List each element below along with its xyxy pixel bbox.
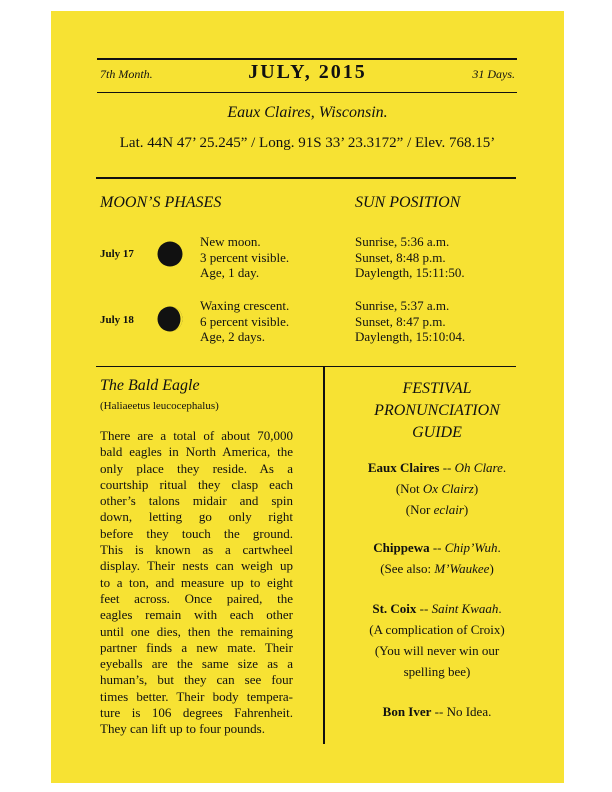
guide-term-line [345, 702, 529, 722]
month-days: 31 Days. [472, 67, 515, 81]
eagle-body-line: bald eagles in North America, the [100, 444, 293, 460]
guide-term: Bon Iver [382, 704, 432, 719]
guide-separator: -- [439, 460, 455, 475]
sun-entry-1-line: Sunrise, 5:36 a.m. [355, 234, 450, 249]
eagle-body-line: They can lift up to four pounds. [100, 721, 265, 737]
sun-entry-1-line: Sunset, 8:48 p.m. [355, 249, 446, 265]
guide-note [345, 478, 529, 499]
eagle-body-line: to a ton, and measure up to eight [100, 574, 293, 590]
eagle-body-line: only place they reside. As a [100, 460, 293, 476]
guide-term: St. Coix [372, 601, 417, 616]
guide-tail: . [498, 601, 502, 616]
guide-term-line [345, 458, 529, 478]
eagle-body-line: down, letting go only right [100, 509, 293, 525]
moon-date-1: July 17 [100, 248, 134, 260]
page-title: JULY, 2015 [248, 61, 367, 83]
guide-note-text: ) [489, 561, 494, 576]
eagle-body-line: times better. Their body tempera- [100, 688, 293, 704]
almanac-page [51, 11, 564, 783]
coordinates: Lat. 44N 47’ 25.245” / Long. 91S 33’ 23.3172” / Elev. 768.15’ [119, 135, 496, 151]
guide-note-emphasis: M’Waukee [434, 561, 490, 576]
moon-phase-2 [200, 298, 289, 345]
guide-note-text: (A complication of Croix) [369, 622, 505, 637]
sun-position-title: SUN POSITION [355, 194, 461, 211]
eagle-title: The Bald Eagle [100, 377, 200, 394]
guide-note-emphasis: eclair [433, 502, 464, 517]
moon-phase-2-line: Age, 2 days. [200, 329, 265, 344]
guide-entry [345, 702, 529, 722]
guide-note-text: (See also: [380, 561, 435, 576]
section-rule-2 [96, 366, 516, 367]
month-number: 7th Month. [100, 67, 153, 81]
place-name: Eaux Claires, Wisconsin. [227, 104, 388, 121]
guide-entry [345, 538, 529, 579]
moon-phase-2-line: 6 percent visible. [200, 313, 290, 329]
guide-tail: . [497, 540, 501, 555]
guide-note-text: spelling bee) [403, 664, 471, 679]
eagle-subtitle: (Haliaeetus leucocephalus) [100, 400, 219, 412]
eagle-body-line: eyeballs are the same size as a [100, 656, 293, 672]
waxing-crescent-icon [157, 306, 183, 332]
eagle-body-line: There are a total of about 70,000 [100, 428, 293, 443]
guide-note [345, 640, 529, 661]
guide-note [345, 661, 529, 682]
guide-note [345, 558, 529, 579]
guide-term: Eaux Claires [367, 460, 440, 475]
guide-title-line: FESTIVAL [402, 380, 472, 397]
guide-note-text: ) [463, 502, 469, 517]
sun-entry-2-line: Daylength, 15:10:04. [355, 329, 466, 344]
eagle-body-line: other’s talons midair and spin [100, 493, 293, 509]
guide-term-line [345, 538, 529, 558]
guide-pronunciation: Oh Clare [454, 460, 503, 475]
eagle-body-line: feet across. Once paired, the [100, 590, 293, 606]
eagle-body-line: This is known as a cartwheel [100, 542, 293, 558]
moon-phases-title: MOON’S PHASES [100, 194, 222, 211]
guide-separator: -- [416, 601, 432, 616]
moon-phase-1-line: 3 percent visible. [200, 249, 290, 265]
moon-phase-1 [200, 234, 289, 281]
guide-separator: -- [431, 704, 447, 719]
guide-term: Chippewa [373, 540, 430, 555]
column-divider [323, 366, 325, 744]
guide-term-line [345, 599, 529, 619]
eagle-body [100, 428, 293, 738]
eagle-body-line: partner finds a new mate. Their [100, 639, 293, 655]
eagle-body-line: before they touch the ground. [100, 525, 293, 541]
sun-entry-1 [355, 234, 465, 281]
guide-title-line: GUIDE [412, 424, 462, 441]
guide-pronunciation: Chip’Wuh [444, 540, 498, 555]
guide-separator: -- [429, 540, 445, 555]
guide-entries [345, 458, 529, 722]
new-moon-icon [157, 241, 183, 267]
eagle-body-line: display. Their nests can weigh up [100, 558, 293, 574]
sun-entry-1-line: Daylength, 15:11:50. [355, 265, 465, 280]
guide-entry [345, 599, 529, 682]
sun-entry-2 [355, 298, 465, 345]
moon-phase-2-line: Waxing crescent. [200, 298, 290, 313]
guide-tail: . [502, 460, 507, 475]
eagle-body-line: eagles remain with each other [100, 607, 293, 623]
guide-note-emphasis: Ox Clairz [422, 481, 474, 496]
moon-date-2: July 18 [100, 314, 134, 326]
guide-note-text: (Not [395, 481, 423, 496]
guide-note-text: (You will never win our [374, 643, 500, 658]
guide-note-text: (Nor [405, 502, 434, 517]
header-top-rule [97, 58, 517, 60]
guide-pronunciation: No Idea. [446, 704, 492, 719]
sun-entry-2-line: Sunrise, 5:37 a.m. [355, 298, 450, 313]
eagle-body-line: courtship ritual they clasp each [100, 476, 293, 492]
guide-note [345, 619, 529, 640]
guide-title-line: PRONUNCIATION [374, 402, 500, 419]
moon-phase-1-line: Age, 1 day. [200, 265, 260, 280]
guide-entry [345, 458, 529, 520]
moon-phase-1-line: New moon. [200, 234, 261, 249]
eagle-body-line: until one dies, then the remaining [100, 623, 293, 639]
guide-note [345, 499, 529, 520]
guide-note-text: ) [473, 481, 479, 496]
section-rule-1 [96, 177, 516, 179]
eagle-body-line: human’s, but they can see four [100, 672, 293, 688]
guide-pronunciation: Saint Kwaah [431, 601, 499, 616]
eagle-body-line: ture is 106 degrees Fahrenheit. [100, 705, 293, 721]
header-bottom-rule [97, 92, 517, 93]
guide-title [347, 378, 527, 444]
sun-entry-2-line: Sunset, 8:47 p.m. [355, 313, 446, 329]
